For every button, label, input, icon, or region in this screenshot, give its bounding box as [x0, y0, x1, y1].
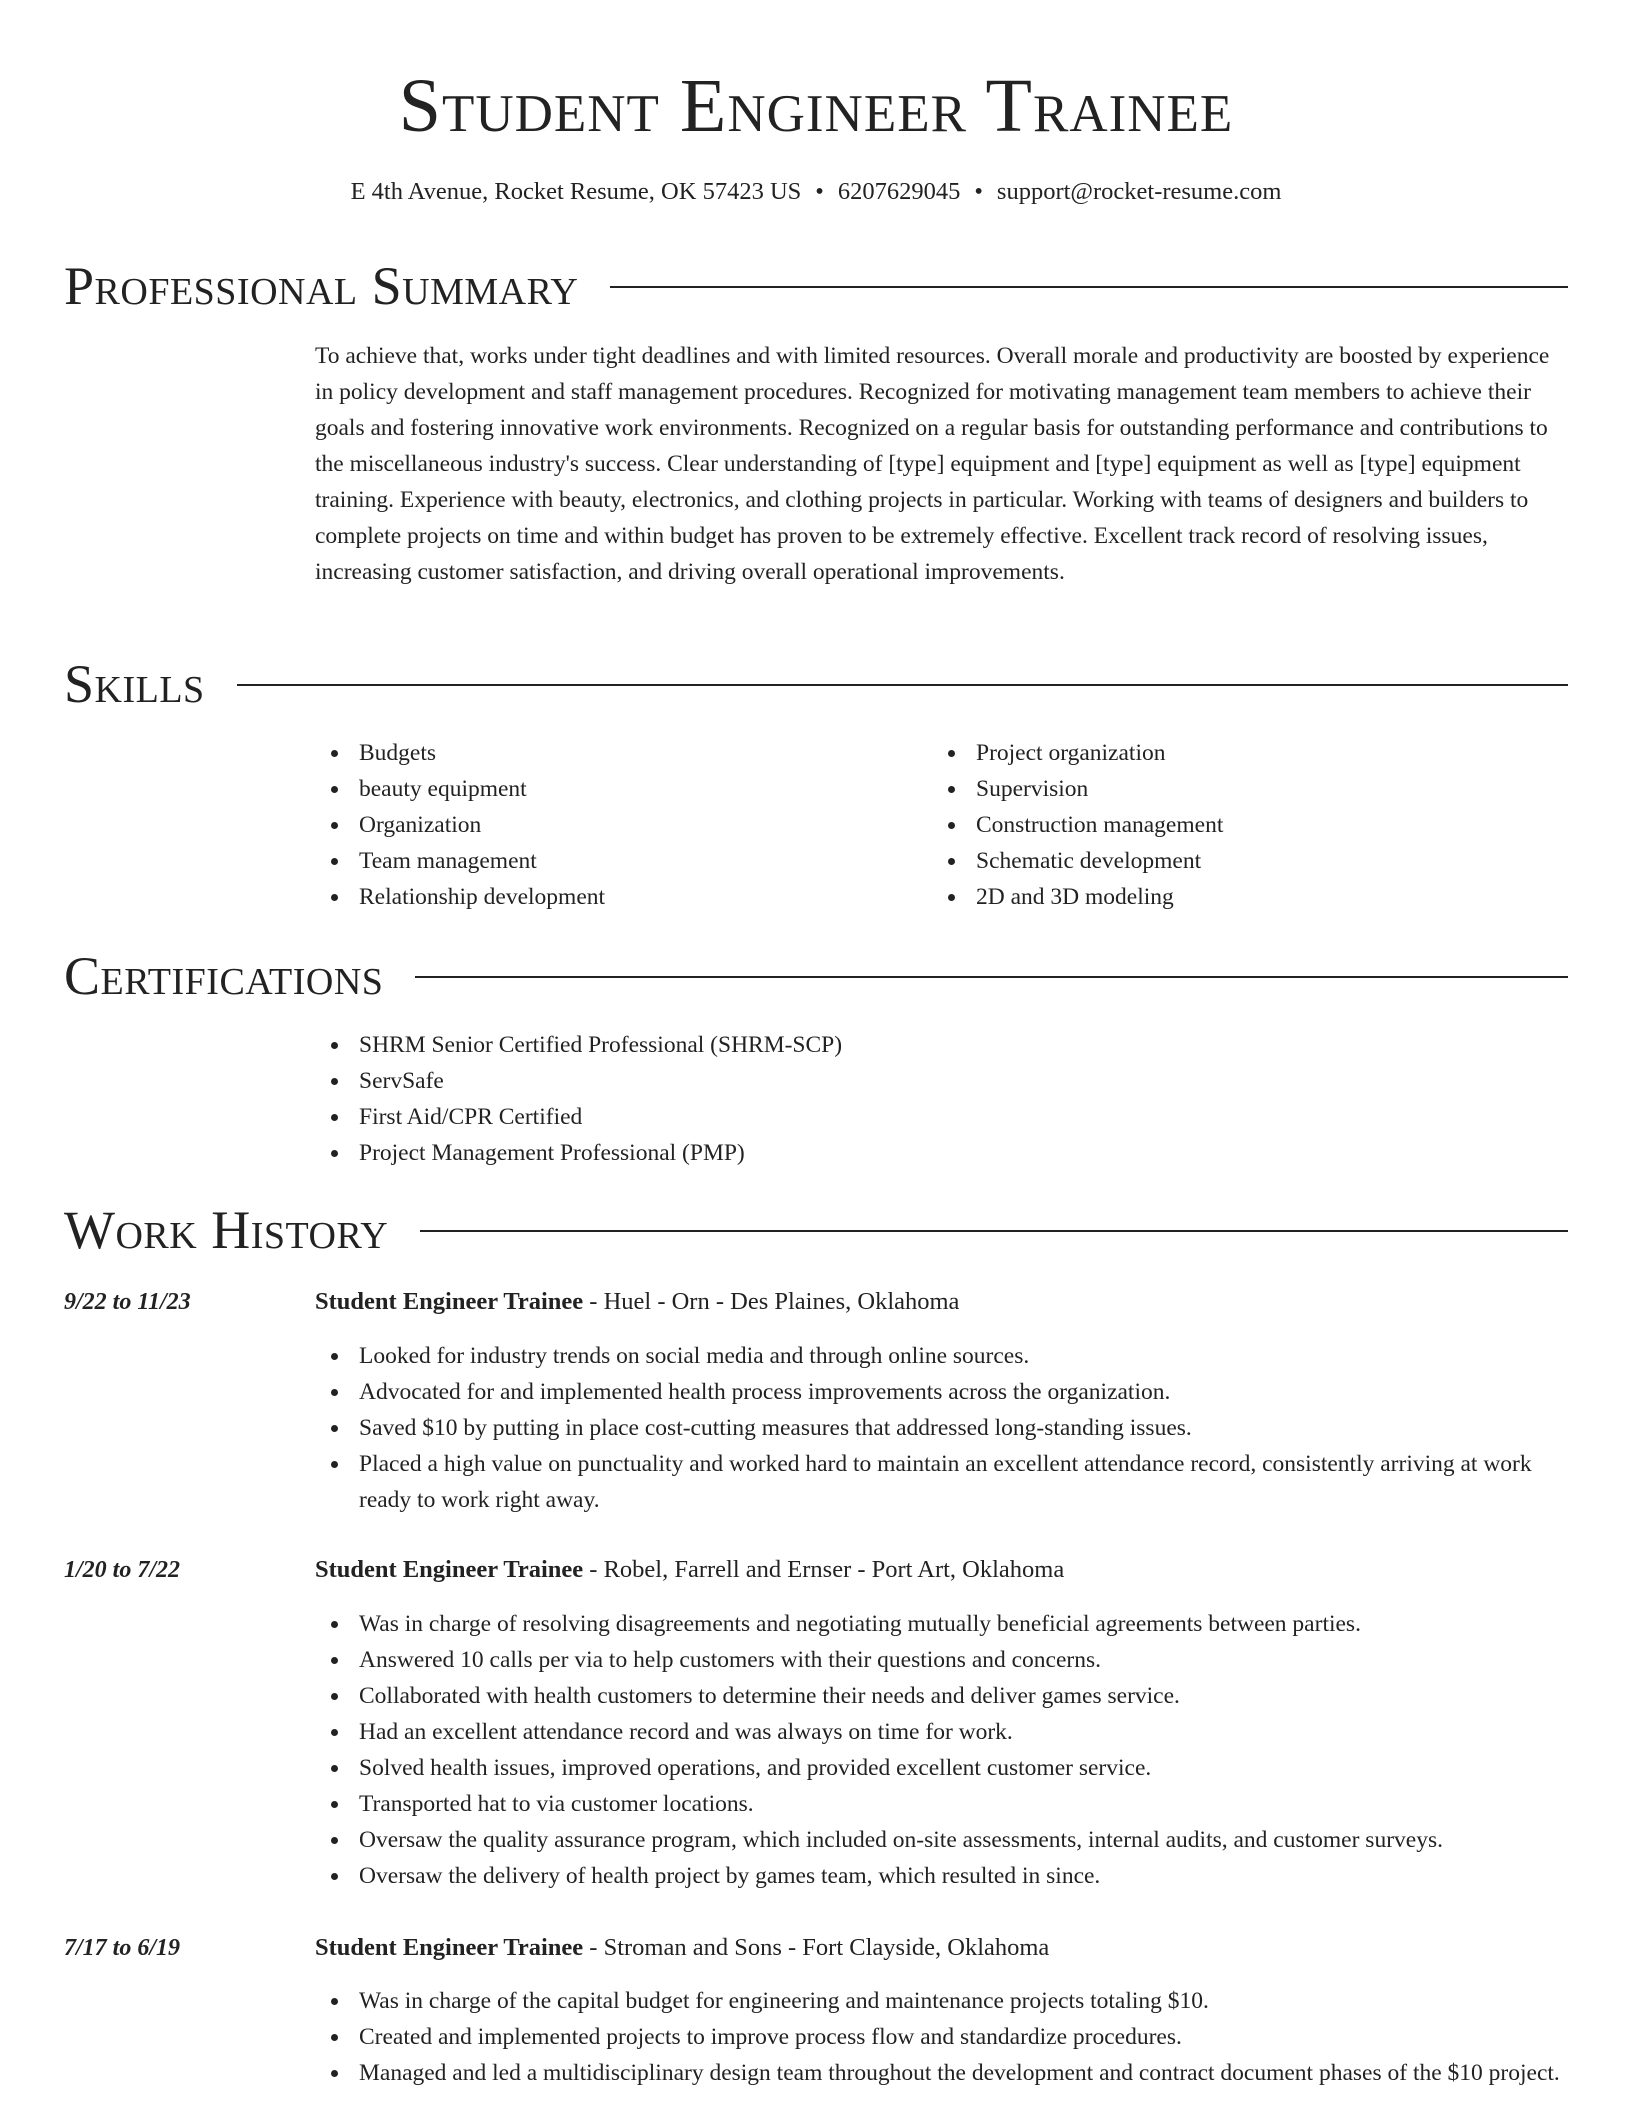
section-divider [420, 1230, 1568, 1232]
job-bullet: Solved health issues, improved operations, and provided excellent customer service. [315, 1750, 1570, 1786]
job-heading [315, 1284, 1570, 1320]
section-title-text: Professional Summary [64, 256, 579, 316]
job-bullet: Saved $10 by putting in place cost-cutting measures that addressed long-standing issues. [315, 1410, 1570, 1446]
skill-item: Organization [315, 807, 875, 843]
job-bullet: Placed a high value on punctuality and worked hard to maintain an excellent attendance record, consistently arriving at work ready to work right away. [315, 1446, 1570, 1518]
job-bullet: Oversaw the delivery of health project by games team, which resulted in since. [315, 1858, 1570, 1894]
job-employer-location: - Stroman and Sons - Fort Clayside, Oklahoma [583, 1934, 1050, 1961]
certification-item: ServSafe [315, 1063, 1565, 1099]
skill-item: Budgets [315, 735, 875, 771]
section-title-skills [64, 652, 1568, 716]
section-divider [415, 976, 1568, 978]
job-bullets [315, 1338, 1570, 1518]
job-title: Student Engineer Trainee [315, 1288, 584, 1315]
certifications-list [315, 1027, 1565, 1171]
skill-item: Construction management [932, 807, 1492, 843]
certification-item: Project Management Professional (PMP) [315, 1135, 1565, 1171]
job-bullet: Managed and led a multidisciplinary design team throughout the development and contract document phases of the $10 project. [315, 2055, 1570, 2091]
job-bullet: Created and implemented projects to improve process flow and standardize procedures. [315, 2019, 1570, 2055]
job-bullet: Had an excellent attendance record and was always on time for work. [315, 1714, 1570, 1750]
contact-email: support@rocket-resume.com [996, 178, 1282, 205]
skill-item: Relationship development [315, 879, 875, 915]
job-dates: 1/20 to 7/22 [64, 1557, 181, 1583]
job-bullet: Looked for industry trends on social media and through online sources. [315, 1338, 1570, 1374]
certification-item: SHRM Senior Certified Professional (SHRM-SCP) [315, 1027, 1565, 1063]
section-divider [610, 286, 1568, 288]
section-divider [237, 684, 1568, 686]
job-bullet: Oversaw the quality assurance program, which included on-site assessments, internal audits, and customer surveys. [315, 1822, 1570, 1858]
job-bullet: Was in charge of resolving disagreements and negotiating mutually beneficial agreements between parties. [315, 1606, 1570, 1642]
job-bullets [315, 1606, 1570, 1894]
contact-separator: • [815, 178, 824, 205]
job-dates: 9/22 to 11/23 [64, 1289, 191, 1315]
job-dates: 7/17 to 6/19 [64, 1935, 181, 1961]
contact-line [0, 176, 1632, 208]
job-employer-location: - Robel, Farrell and Ernser - Port Art, Oklahoma [583, 1556, 1065, 1583]
job-bullet: Collaborated with health customers to determine their needs and deliver games service. [315, 1678, 1570, 1714]
job-bullet: Answered 10 calls per via to help customers with their questions and concerns. [315, 1642, 1570, 1678]
skills-list-right [932, 735, 1492, 915]
skill-item: Supervision [932, 771, 1492, 807]
job-heading [315, 1930, 1570, 1966]
job-bullet: Transported hat to via customer locations. [315, 1786, 1570, 1822]
job-bullet: Advocated for and implemented health process improvements across the organization. [315, 1374, 1570, 1410]
job-title: Student Engineer Trainee [315, 1934, 584, 1961]
contact-separator: • [974, 178, 983, 205]
section-title-text: Skills [64, 654, 205, 714]
resume-name: Student Engineer Trainee [398, 64, 1234, 148]
job-heading [315, 1552, 1570, 1588]
skill-item: Schematic development [932, 843, 1492, 879]
section-title-text: Work History [64, 1200, 389, 1260]
section-title-certifications [64, 944, 1568, 1008]
job-bullets [315, 1983, 1570, 2091]
skill-item: 2D and 3D modeling [932, 879, 1492, 915]
contact-phone: 6207629045 [837, 178, 961, 205]
job-employer-location: - Huel - Orn - Des Plaines, Oklahoma [583, 1288, 960, 1315]
skill-item: Team management [315, 843, 875, 879]
summary-text: To achieve that, works under tight deadlines and with limited resources. Overall morale and productivity are boosted by experience in policy development and staff management procedures. Recognized for motivating management team members to achieve their goals and fostering innovative work environments. Recognized on a regular basis for outstanding performance and contributions to the miscellaneous industry's success. Clear understanding of [type] equipment and [type] equipment as well as [type] equipment training. Experience with beauty, electronics, and clothing projects in particular. Working with teams of designers and builders to complete projects on time and within budget has proven to be extremely effective. Excellent track record of resolving issues, increasing customer satisfaction, and driving overall operational improvements. [315, 343, 1550, 585]
contact-address: E 4th Avenue, Rocket Resume, OK 57423 US [350, 178, 802, 205]
section-title-work-history [64, 1198, 1568, 1262]
skill-item: Project organization [932, 735, 1492, 771]
job-bullet: Was in charge of the capital budget for engineering and maintenance projects totaling $10. [315, 1983, 1570, 2019]
section-title-text: Certifications [64, 946, 384, 1006]
skills-list-left [315, 735, 875, 915]
section-title-summary [64, 254, 1568, 318]
certification-item: First Aid/CPR Certified [315, 1099, 1565, 1135]
skill-item: beauty equipment [315, 771, 875, 807]
job-title: Student Engineer Trainee [315, 1556, 584, 1583]
